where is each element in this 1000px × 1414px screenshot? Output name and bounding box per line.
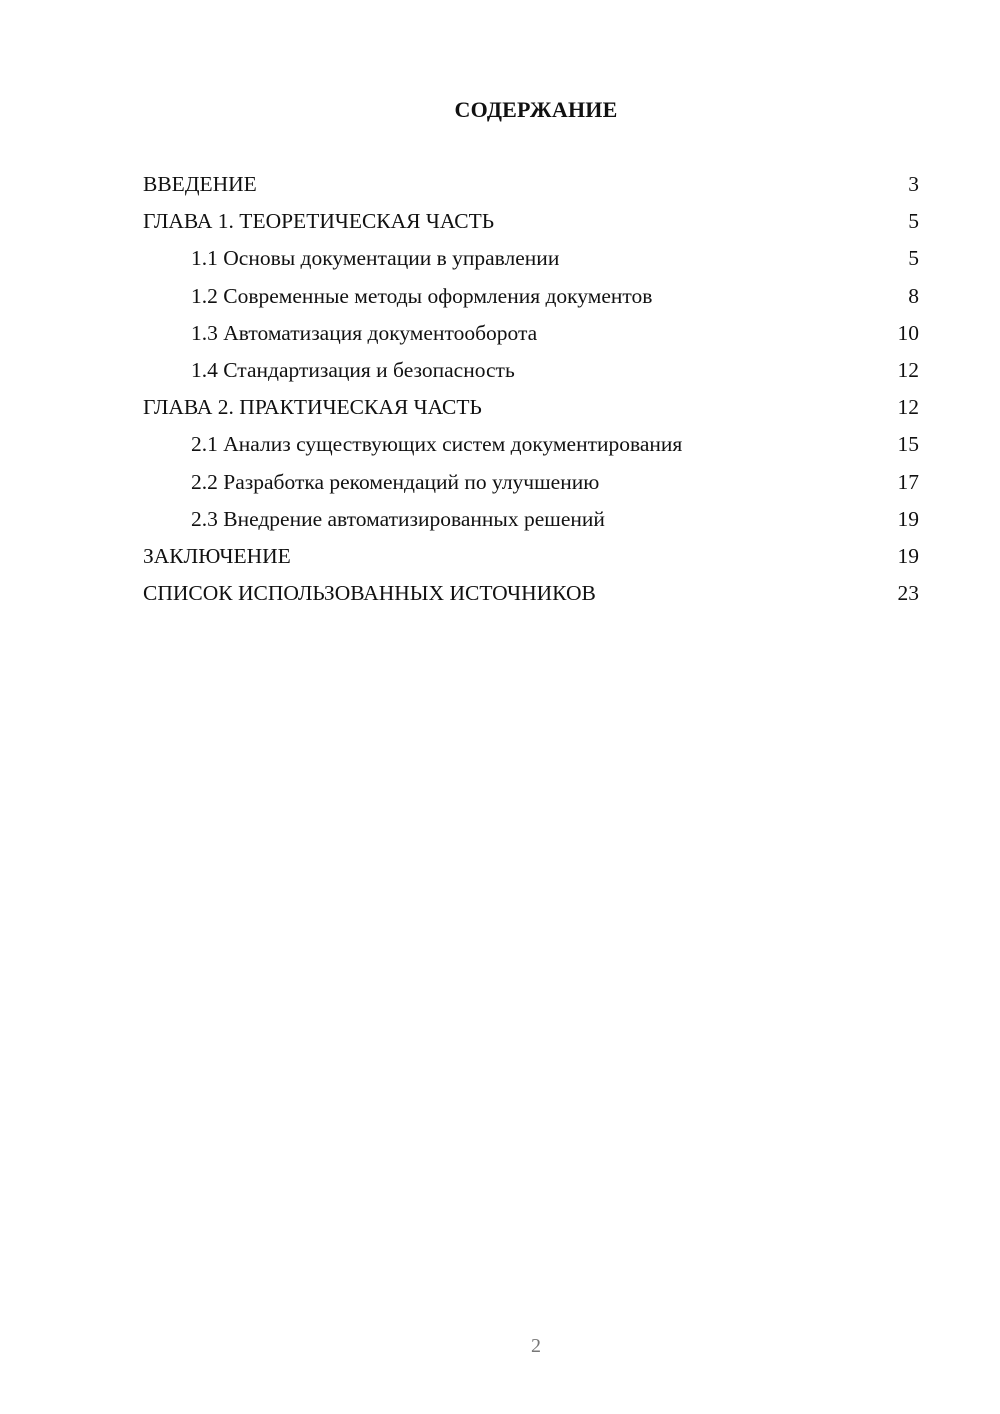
toc-entry-section-1-4[interactable] bbox=[143, 352, 919, 389]
toc-entry-references[interactable] bbox=[143, 575, 919, 612]
toc-entry-label: СПИСОК ИСПОЛЬЗОВАННЫХ ИСТОЧНИКОВ bbox=[143, 581, 596, 606]
toc-entry-section-1-3[interactable] bbox=[143, 315, 919, 352]
toc-entry-introduction[interactable] bbox=[143, 166, 919, 203]
toc-entry-label: ВВЕДЕНИЕ bbox=[143, 172, 257, 196]
toc-entry-page: 8 bbox=[908, 283, 919, 308]
toc-entry-label: 1.2 Современные методы оформления документов bbox=[191, 283, 653, 308]
toc-entry-label: 1.3 Автоматизация документооборота bbox=[191, 320, 538, 345]
toc-entry-page: 19 bbox=[897, 506, 919, 531]
toc-entry-section-2-2[interactable] bbox=[143, 464, 919, 501]
toc-entry-page: 17 bbox=[897, 469, 919, 494]
page-title: СОДЕРЖАНИЕ bbox=[454, 97, 618, 122]
toc-entry-page: 12 bbox=[897, 357, 919, 382]
toc-entry-page: 3 bbox=[908, 172, 919, 196]
toc-entry-section-1-1[interactable] bbox=[143, 240, 919, 277]
toc-entry-page: 23 bbox=[897, 581, 919, 606]
toc-entry-page: 10 bbox=[897, 320, 919, 345]
toc-entry-label: 1.1 Основы документации в управлении bbox=[191, 246, 560, 271]
toc-entry-label: ГЛАВА 2. ПРАКТИЧЕСКАЯ ЧАСТЬ bbox=[143, 395, 482, 420]
toc-entry-section-2-3[interactable] bbox=[143, 501, 919, 538]
toc-entry-label: ЗАКЛЮЧЕНИЕ bbox=[143, 543, 291, 568]
toc-entry-section-2-1[interactable] bbox=[143, 426, 919, 463]
toc-entry-page: 19 bbox=[897, 543, 919, 568]
page-number: 2 bbox=[531, 1335, 541, 1357]
table-of-contents bbox=[143, 166, 919, 612]
toc-entry-chapter-2[interactable] bbox=[143, 389, 919, 426]
toc-entry-conclusion[interactable] bbox=[143, 538, 919, 575]
toc-entry-label: 2.1 Анализ существующих систем документирования bbox=[191, 432, 683, 457]
toc-entry-chapter-1[interactable] bbox=[143, 203, 919, 240]
toc-entry-label: 1.4 Стандартизация и безопасность bbox=[191, 357, 515, 382]
toc-entry-page: 12 bbox=[897, 395, 919, 420]
toc-entry-page: 5 bbox=[908, 246, 919, 271]
toc-entry-label: 2.3 Внедрение автоматизированных решений bbox=[191, 506, 605, 531]
toc-entry-page: 15 bbox=[897, 432, 919, 457]
toc-entry-label: 2.2 Разработка рекомендаций по улучшению bbox=[191, 469, 600, 494]
toc-entry-label: ГЛАВА 1. ТЕОРЕТИЧЕСКАЯ ЧАСТЬ bbox=[143, 209, 495, 234]
toc-entry-section-1-2[interactable] bbox=[143, 278, 919, 315]
toc-entry-page: 5 bbox=[908, 209, 919, 234]
